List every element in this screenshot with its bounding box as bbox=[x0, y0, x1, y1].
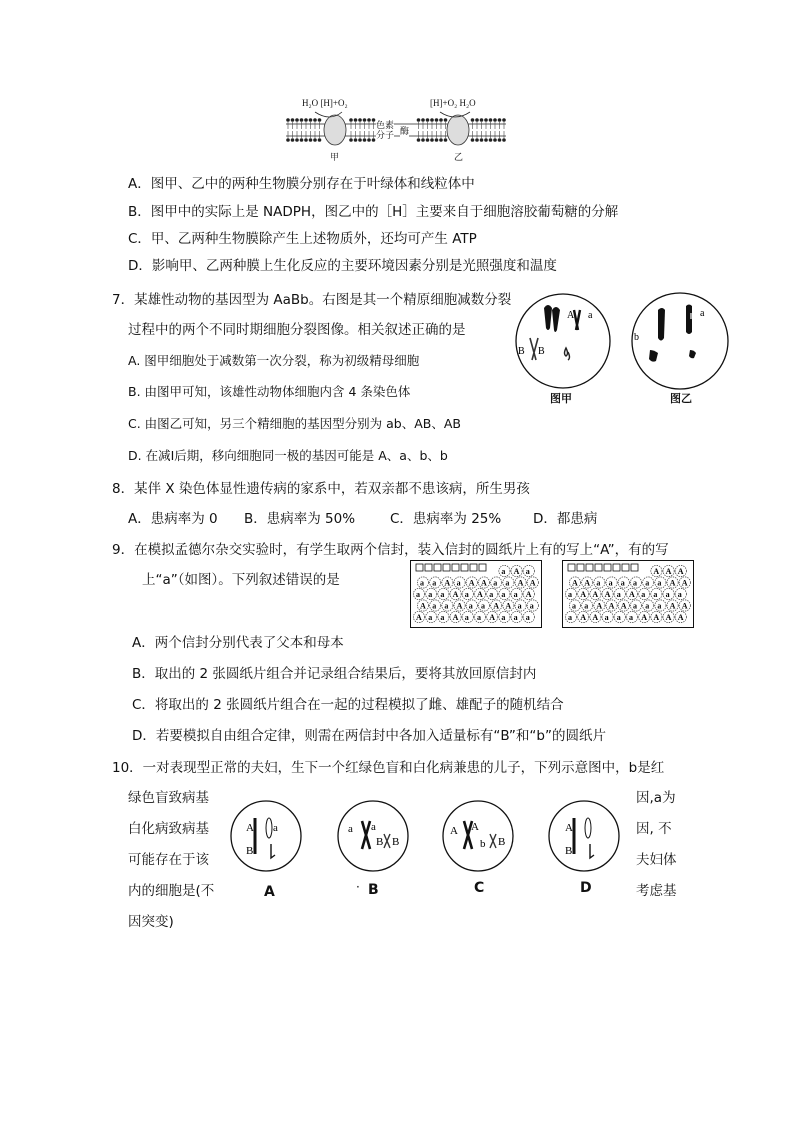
chromosome bbox=[590, 844, 594, 858]
paper-disc-label: a bbox=[464, 613, 469, 622]
lipid-head bbox=[471, 138, 475, 142]
chromosome bbox=[384, 834, 390, 848]
cell-b-gene-B1: B bbox=[376, 836, 384, 848]
membrane-left-label: 甲 bbox=[330, 152, 340, 162]
paper-disc-label: A bbox=[584, 578, 590, 588]
lipid-head bbox=[471, 118, 475, 122]
paper-disc-label: a bbox=[645, 578, 650, 588]
q7-option-a: A. 图甲细胞处于减数第一次分裂，称为初级精母细胞 bbox=[128, 353, 420, 368]
paper-disc-label: A bbox=[641, 613, 647, 622]
q8-option-a: A．患病率为 0 bbox=[128, 511, 218, 527]
q9-option-a: A．两个信封分别代表了父本和母本 bbox=[132, 635, 344, 651]
lipid-head bbox=[444, 138, 448, 142]
lipid-head bbox=[363, 118, 367, 122]
lipid-head bbox=[304, 138, 308, 142]
lipid-head bbox=[430, 138, 434, 142]
q7-option-c: C. 由图乙可知，另三个精细胞的基因型分别为 ab、AB、AB bbox=[128, 416, 461, 431]
lipid-head bbox=[318, 138, 322, 142]
lipid-head bbox=[444, 118, 448, 122]
q9-option-c: C．将取出的 2 张圆纸片组合在一起的过程模拟了雌、雄配子的随机结合 bbox=[132, 697, 564, 713]
cell-c-gene-b1: b bbox=[480, 838, 486, 850]
chromosome bbox=[649, 350, 658, 362]
cell-a-gene-A: A bbox=[246, 822, 254, 834]
paper-disc-label: a bbox=[432, 578, 437, 588]
paper-disc-label: a bbox=[568, 613, 572, 622]
paper-disc-label: a bbox=[456, 578, 461, 588]
pigment-protein-complex bbox=[324, 115, 346, 145]
lipid-head bbox=[475, 138, 479, 142]
paper-disc-label: A bbox=[681, 601, 688, 611]
q10-stem: 10．一对表现型正常的夫妇，生下一个红绿色盲和白化病兼患的儿子，下列示意图中，b是红 bbox=[112, 760, 665, 776]
lipid-head bbox=[435, 138, 439, 142]
lipid-head bbox=[295, 138, 299, 142]
pigment-label-1: 色素 bbox=[376, 120, 395, 130]
paper-disc-label: A bbox=[493, 601, 499, 611]
cell-a-outline bbox=[231, 801, 301, 871]
q10-right-line-4: 考虑基 bbox=[636, 883, 677, 899]
paper-square bbox=[604, 564, 611, 571]
cell-d-outline bbox=[549, 801, 619, 871]
paper-disc-label: A bbox=[653, 567, 660, 576]
chromosome bbox=[362, 821, 370, 849]
q8-option-b: B．患病率为 50% bbox=[244, 511, 356, 527]
pigment-label-2: 分子 bbox=[376, 130, 395, 140]
chromosome bbox=[585, 818, 591, 838]
cell-yi-gene-a: a bbox=[700, 308, 705, 319]
cell-yi-gene-b: b bbox=[634, 332, 639, 343]
cell-c-gene-A2: A bbox=[471, 821, 479, 833]
lipid-head bbox=[349, 118, 353, 122]
q7-stem-1: 7．某雄性动物的基因型为 AaBb。右图是其一个精原细胞减数分裂 bbox=[112, 292, 512, 308]
paper-square bbox=[425, 564, 432, 571]
lipid-head bbox=[313, 118, 317, 122]
paper-square bbox=[443, 564, 450, 571]
lipid-head bbox=[313, 138, 317, 142]
q10-right-line-2: 因, 不 bbox=[636, 821, 672, 837]
paper-disc-label: a bbox=[420, 578, 424, 588]
chromosome bbox=[530, 338, 538, 360]
membrane-figure bbox=[280, 96, 512, 166]
paper-disc-label: A bbox=[444, 578, 451, 588]
paper-disc-label: A bbox=[592, 613, 599, 622]
chromosome bbox=[689, 350, 696, 358]
paper-disc-label: A bbox=[669, 601, 676, 611]
chromosome bbox=[574, 310, 580, 330]
paper-disc-label: a bbox=[645, 601, 650, 611]
paper-disc-label: A bbox=[665, 567, 672, 576]
q10-label-d: D bbox=[580, 880, 592, 896]
q10-left-line-1: 绿色盲致病基 bbox=[128, 790, 209, 806]
cell-a-gene-a: a bbox=[273, 822, 278, 834]
cell-d-gene-A: A bbox=[565, 822, 573, 834]
paper-square bbox=[479, 564, 486, 571]
lipid-head bbox=[295, 118, 299, 122]
paper-disc-label: A bbox=[456, 601, 463, 611]
envelope-left bbox=[410, 560, 542, 628]
paper-disc-label: a bbox=[432, 601, 437, 611]
lipid-head bbox=[372, 118, 376, 122]
q7-cells-diagram bbox=[508, 288, 748, 410]
paper-square bbox=[470, 564, 477, 571]
paper-disc-label: a bbox=[629, 613, 633, 622]
lipid-head bbox=[300, 138, 304, 142]
lipid-head bbox=[489, 118, 493, 122]
paper-disc-label: A bbox=[580, 590, 586, 599]
lipid-head bbox=[363, 138, 367, 142]
paper-disc-label: a bbox=[481, 601, 485, 611]
cell-c-gene-A1: A bbox=[450, 825, 458, 837]
membrane-right-top: [H]+O₂ H₂O bbox=[430, 98, 476, 108]
membrane-right-label: 乙 bbox=[454, 152, 464, 162]
q10-left-line-3: 可能存在于该 bbox=[128, 852, 209, 868]
membrane-left-top: H₂O [H]+O₂ bbox=[302, 98, 348, 108]
paper-disc-label: A bbox=[596, 601, 603, 611]
lipid-head bbox=[286, 118, 290, 122]
paper-disc-label: a bbox=[633, 601, 637, 611]
paper-disc-label: A bbox=[677, 613, 684, 622]
paper-disc-label: a bbox=[444, 601, 449, 611]
paper-disc-label: a bbox=[525, 613, 530, 622]
cell-b-gene-B2: B bbox=[392, 836, 400, 848]
enzyme-complex bbox=[447, 115, 469, 145]
paper-disc-label: A bbox=[620, 601, 627, 611]
cell-yi-outline bbox=[632, 293, 728, 389]
paper-disc-label: a bbox=[529, 601, 534, 611]
paper-square bbox=[577, 564, 584, 571]
paper-square bbox=[452, 564, 459, 571]
paper-disc-label: A bbox=[517, 578, 524, 588]
paper-disc-label: A bbox=[481, 578, 487, 588]
paper-square bbox=[434, 564, 441, 571]
paper-disc-label: a bbox=[657, 601, 662, 611]
paper-disc-label: a bbox=[428, 590, 433, 599]
lipid-head bbox=[426, 118, 430, 122]
paper-square bbox=[461, 564, 468, 571]
lipid-head bbox=[480, 118, 484, 122]
lipid-head bbox=[502, 138, 506, 142]
paper-disc-label: A bbox=[572, 578, 578, 588]
paper-disc-label: a bbox=[468, 601, 473, 611]
paper-disc-label: a bbox=[665, 590, 670, 599]
paper-disc-label: a bbox=[501, 613, 506, 622]
paper-disc-label: A bbox=[420, 601, 426, 611]
lipid-head bbox=[484, 118, 488, 122]
figure-yi-label: 图乙 bbox=[670, 392, 692, 405]
lipid-head bbox=[318, 118, 322, 122]
q10-right-line-3: 夫妇体 bbox=[636, 852, 677, 868]
q10-label-a: A bbox=[264, 884, 275, 900]
q6-option-a: A．图甲、乙中的两种生物膜分别存在于叶绿体和线粒体中 bbox=[128, 176, 475, 192]
paper-disc-label: a bbox=[501, 567, 506, 576]
paper-disc-label: a bbox=[657, 578, 662, 588]
lipid-head bbox=[291, 118, 295, 122]
q10-cells-diagram bbox=[228, 796, 628, 906]
q6-option-c: C．甲、乙两种生物膜除产生上述物质外，还均可产生 ATP bbox=[128, 231, 477, 247]
lipid-head bbox=[286, 138, 290, 142]
paper-disc-label: a bbox=[489, 590, 494, 599]
q7-option-b: B. 由图甲可知，该雄性动物体细胞内含 4 条染色体 bbox=[128, 384, 411, 399]
paper-disc-label: a bbox=[464, 590, 469, 599]
q9-stem-2: 上“a”（如图）。下列叙述错误的是 bbox=[142, 572, 340, 588]
paper-disc-label: a bbox=[616, 613, 621, 622]
lipid-head bbox=[480, 138, 484, 142]
paper-disc-label: A bbox=[477, 590, 483, 599]
lipid-head bbox=[439, 138, 443, 142]
envelope-discs-left bbox=[411, 561, 541, 627]
paper-disc-label: a bbox=[513, 613, 518, 622]
lipid-head bbox=[475, 118, 479, 122]
paper-disc-label: A bbox=[604, 590, 611, 599]
q8-option-c: C．患病率为 25% bbox=[390, 511, 502, 527]
paper-disc-label: A bbox=[580, 613, 586, 622]
paper-disc-label: a bbox=[501, 590, 506, 599]
paper-disc-label: A bbox=[529, 578, 536, 588]
lipid-head bbox=[417, 138, 421, 142]
lipid-head bbox=[493, 118, 497, 122]
paper-square bbox=[613, 564, 620, 571]
q9-option-d: D．若要模拟自由组合定律，则需在两信封中各加入适量标有“B”和“b”的圆纸片 bbox=[132, 728, 606, 744]
paper-disc-label: a bbox=[493, 578, 498, 588]
q10-label-c: C bbox=[474, 880, 485, 896]
paper-disc-label: a bbox=[568, 590, 572, 599]
envelope-right bbox=[562, 560, 694, 628]
q8-stem: 8．某伴 X 染色体显性遗传病的家系中，若双亲都不患该病，所生男孩 bbox=[112, 481, 530, 497]
paper-disc-label: a bbox=[641, 590, 646, 599]
paper-disc-label: A bbox=[653, 613, 660, 622]
paper-disc-label: A bbox=[416, 613, 422, 622]
paper-square bbox=[416, 564, 423, 571]
paper-disc-label: a bbox=[677, 590, 682, 599]
lipid-head bbox=[367, 138, 371, 142]
lipid-head bbox=[502, 118, 506, 122]
paper-disc-label: a bbox=[633, 578, 637, 588]
enzyme-label: 酶 bbox=[400, 126, 410, 136]
lipid-head bbox=[430, 118, 434, 122]
paper-disc-label: A bbox=[665, 613, 672, 622]
lipid-head bbox=[304, 118, 308, 122]
paper-disc-label: a bbox=[608, 578, 613, 588]
chromosome bbox=[544, 305, 552, 330]
q7-option-d: D. 在减Ⅰ后期，移向细胞同一极的基因可能是 A、a、b、b bbox=[128, 448, 448, 463]
q9-stem-1: 9．在模拟孟德尔杂交实验时，有学生取两个信封，装入信封的圆纸片上有的写上“A”，有的写 bbox=[112, 542, 669, 558]
paper-disc-label: A bbox=[452, 613, 459, 622]
q6-option-b: B．图甲中的实际上是 NADPH，图乙中的［H］主要来自于细胞溶胶葡萄糖的分解 bbox=[128, 204, 619, 220]
lipid-head bbox=[354, 138, 358, 142]
paper-disc-label: a bbox=[596, 578, 601, 588]
paper-disc-label: A bbox=[525, 590, 532, 599]
paper-disc-label: A bbox=[608, 601, 615, 611]
paper-disc-label: a bbox=[517, 601, 522, 611]
cell-c-gene-B: B bbox=[498, 836, 506, 848]
paper-disc-label: a bbox=[584, 601, 589, 611]
lipid-head bbox=[309, 118, 313, 122]
q10-right-line-1: 因,a为 bbox=[636, 790, 676, 806]
cell-jia-gene-a: a bbox=[588, 310, 593, 321]
chromosome bbox=[490, 834, 496, 848]
q10-dot: · bbox=[356, 880, 360, 894]
chromosome bbox=[565, 348, 570, 360]
lipid-head bbox=[300, 118, 304, 122]
lipid-head bbox=[358, 138, 362, 142]
lipid-head bbox=[421, 138, 425, 142]
lipid-bilayer bbox=[286, 118, 506, 142]
lipid-head bbox=[426, 138, 430, 142]
lipid-head bbox=[498, 138, 502, 142]
paper-square bbox=[568, 564, 575, 571]
cell-jia-gene-B: B bbox=[518, 346, 525, 357]
q7-stem-2: 过程中的两个不同时期细胞分裂图像。相关叙述正确的是 bbox=[128, 322, 466, 338]
paper-disc-label: a bbox=[620, 578, 625, 588]
paper-disc-label: a bbox=[477, 613, 481, 622]
cell-d-gene-B: B bbox=[565, 845, 573, 857]
cell-jia-gene-A: A bbox=[567, 310, 575, 321]
lipid-head bbox=[498, 118, 502, 122]
cell-b-gene-a1: a bbox=[348, 823, 353, 835]
lipid-head bbox=[367, 118, 371, 122]
paper-disc-label: A bbox=[468, 578, 475, 588]
lipid-head bbox=[291, 138, 295, 142]
lipid-head bbox=[309, 138, 313, 142]
chromosome bbox=[552, 307, 560, 332]
paper-disc-label: a bbox=[572, 601, 576, 611]
chromosome bbox=[686, 305, 692, 335]
lipid-head bbox=[421, 118, 425, 122]
cell-a-gene-B: B bbox=[246, 845, 254, 857]
q8-option-d: D．都患病 bbox=[533, 511, 598, 527]
q10-figures bbox=[228, 796, 628, 906]
envelope-discs-right bbox=[563, 561, 693, 627]
q10-left-line-5: 因突变) bbox=[128, 914, 174, 930]
paper-disc-label: A bbox=[669, 578, 676, 588]
lipid-head bbox=[493, 138, 497, 142]
cell-b-gene-a2: a bbox=[371, 821, 376, 833]
paper-square bbox=[631, 564, 638, 571]
paper-disc-label: A bbox=[513, 567, 520, 576]
paper-square bbox=[595, 564, 602, 571]
paper-disc-label: a bbox=[440, 590, 445, 599]
paper-disc-label: a bbox=[428, 613, 433, 622]
q10-label-b: B bbox=[368, 882, 379, 898]
cell-jia-gene-B2: B bbox=[538, 346, 545, 357]
paper-disc-label: A bbox=[489, 613, 495, 622]
lipid-head bbox=[349, 138, 353, 142]
lipid-head bbox=[489, 138, 493, 142]
lipid-head bbox=[372, 138, 376, 142]
paper-disc-label: a bbox=[525, 567, 530, 576]
paper-disc-label: a bbox=[505, 578, 510, 588]
paper-disc-label: A bbox=[677, 567, 684, 576]
figure-jia-label: 图甲 bbox=[550, 392, 572, 405]
chromosome bbox=[271, 844, 275, 858]
q9-option-b: B．取出的 2 张圆纸片组合并记录组合结果后，要将其放回原信封内 bbox=[132, 666, 537, 682]
paper-disc-label: a bbox=[513, 590, 518, 599]
lipid-head bbox=[435, 118, 439, 122]
chromosome bbox=[266, 818, 272, 838]
lipid-head bbox=[354, 118, 358, 122]
paper-disc-label: A bbox=[452, 590, 459, 599]
paper-square bbox=[586, 564, 593, 571]
paper-disc-label: A bbox=[681, 578, 688, 588]
lipid-head bbox=[358, 118, 362, 122]
lipid-head bbox=[439, 118, 443, 122]
lipid-head bbox=[484, 138, 488, 142]
lipid-head bbox=[417, 118, 421, 122]
q10-left-line-4: 内的细胞是(不 bbox=[128, 883, 215, 899]
paper-disc-label: a bbox=[616, 590, 621, 599]
q7-figure bbox=[508, 288, 748, 410]
chromosome bbox=[658, 308, 665, 341]
q6-option-d: D．影响甲、乙两种膜上生化反应的主要环境因素分别是光照强度和温度 bbox=[128, 258, 557, 274]
paper-disc-label: A bbox=[592, 590, 599, 599]
paper-disc-label: a bbox=[604, 613, 609, 622]
paper-disc-label: a bbox=[653, 590, 658, 599]
q10-left-line-2: 白化病致病基 bbox=[128, 821, 209, 837]
paper-disc-label: a bbox=[416, 590, 420, 599]
paper-disc-label: A bbox=[629, 590, 635, 599]
paper-square bbox=[622, 564, 629, 571]
paper-disc-label: A bbox=[505, 601, 512, 611]
paper-disc-label: a bbox=[440, 613, 445, 622]
